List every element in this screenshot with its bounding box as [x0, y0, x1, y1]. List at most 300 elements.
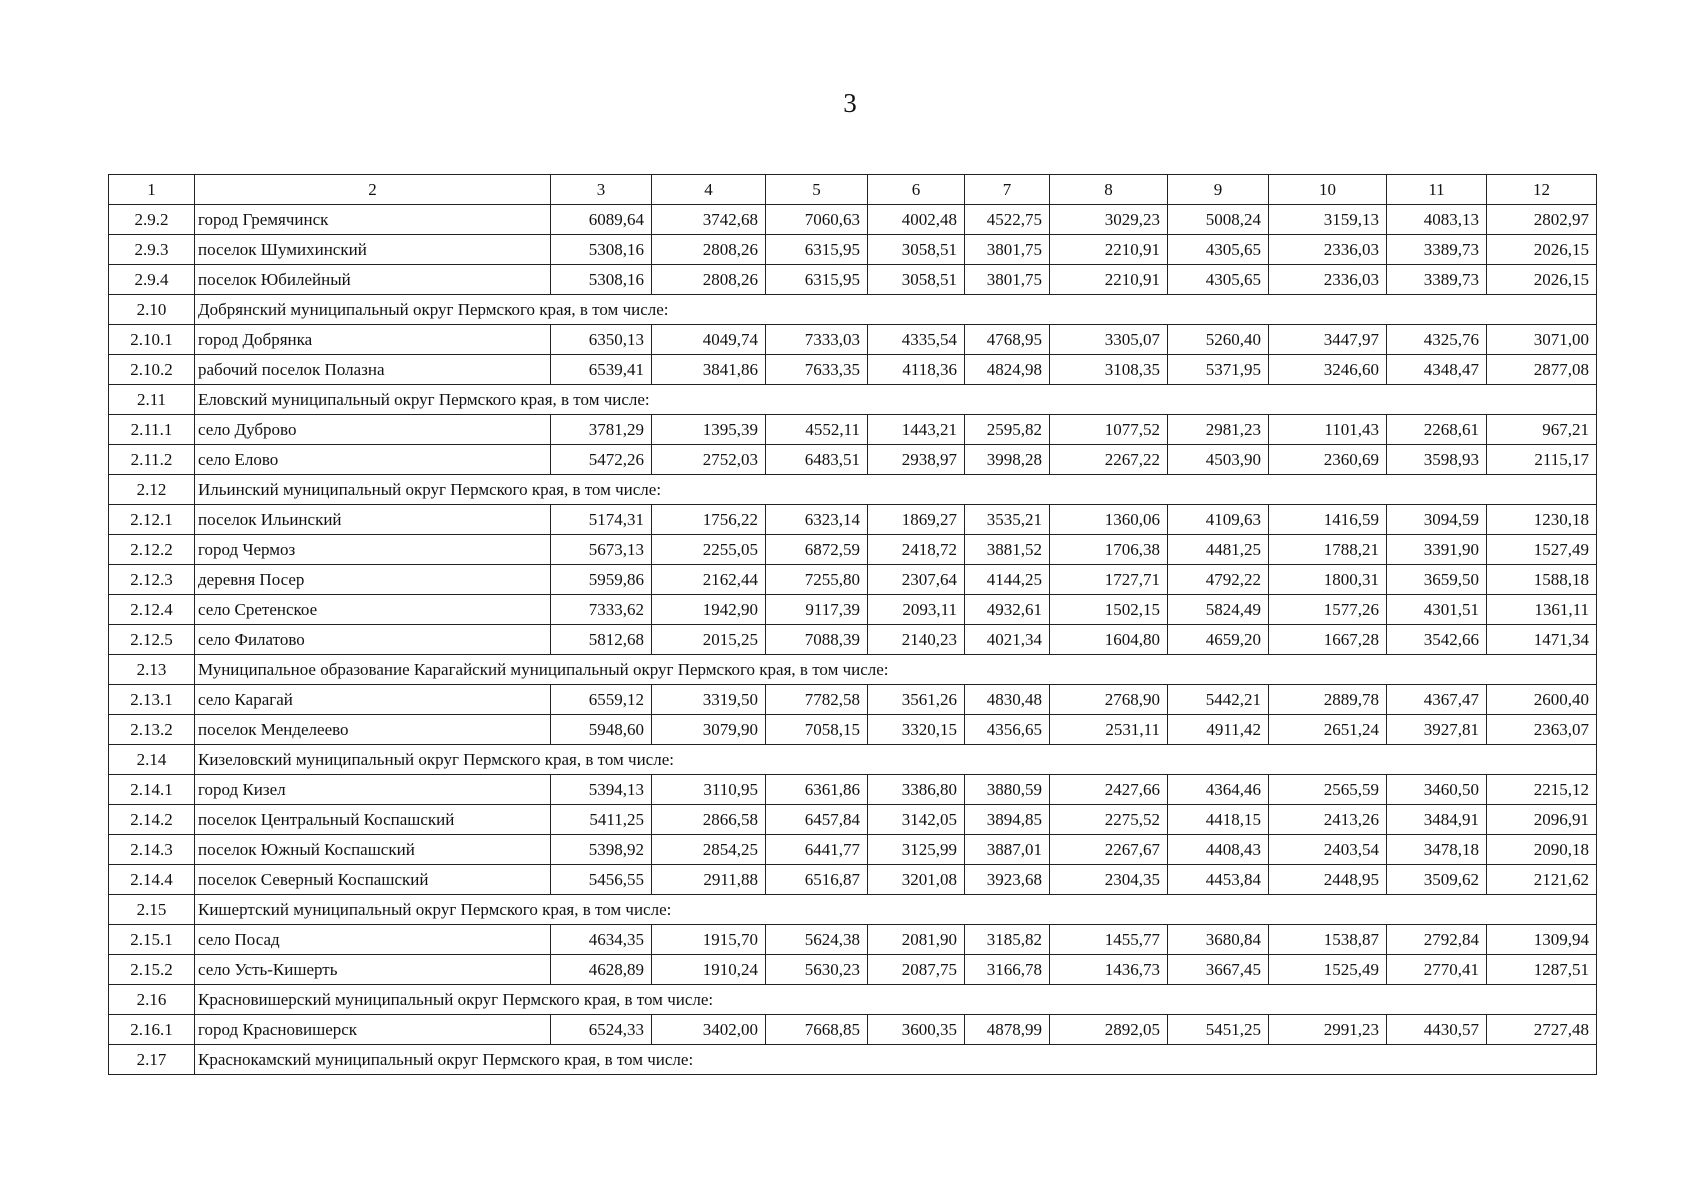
tariff-table [108, 174, 1597, 1075]
settlement-name: город Чермоз [195, 535, 551, 565]
value-cell: 2727,48 [1487, 1015, 1597, 1045]
value-cell: 2267,67 [1050, 835, 1168, 865]
row-code: 2.11.1 [109, 415, 195, 445]
value-cell: 3542,66 [1387, 625, 1487, 655]
table-row [109, 955, 1597, 985]
value-cell: 3029,23 [1050, 205, 1168, 235]
value-cell: 2600,40 [1487, 685, 1597, 715]
value-cell: 3600,35 [868, 1015, 965, 1045]
value-cell: 2889,78 [1269, 685, 1387, 715]
value-cell: 5812,68 [551, 625, 652, 655]
value-cell: 5630,23 [766, 955, 868, 985]
value-cell: 1910,24 [652, 955, 766, 985]
value-cell: 2026,15 [1487, 235, 1597, 265]
value-cell: 1101,43 [1269, 415, 1387, 445]
settlement-name: деревня Посер [195, 565, 551, 595]
value-cell: 3402,00 [652, 1015, 766, 1045]
value-cell: 6516,87 [766, 865, 868, 895]
header-row [109, 175, 1597, 205]
value-cell: 7633,35 [766, 355, 868, 385]
value-cell: 3598,93 [1387, 445, 1487, 475]
value-cell: 2026,15 [1487, 265, 1597, 295]
value-cell: 2115,17 [1487, 445, 1597, 475]
settlement-name: город Кизел [195, 775, 551, 805]
row-code: 2.12.4 [109, 595, 195, 625]
settlement-name: рабочий поселок Полазна [195, 355, 551, 385]
settlement-name: поселок Северный Коспашский [195, 865, 551, 895]
value-cell: 2854,25 [652, 835, 766, 865]
value-cell: 4364,46 [1168, 775, 1269, 805]
value-cell: 4824,98 [965, 355, 1050, 385]
section-title: Еловский муниципальный округ Пермского края, в том числе: [195, 385, 1597, 415]
value-cell: 6441,77 [766, 835, 868, 865]
value-cell: 7333,03 [766, 325, 868, 355]
header-cell: 5 [766, 175, 868, 205]
value-cell: 6539,41 [551, 355, 652, 385]
value-cell: 1527,49 [1487, 535, 1597, 565]
section-row [109, 895, 1597, 925]
value-cell: 7058,15 [766, 715, 868, 745]
value-cell: 2307,64 [868, 565, 965, 595]
value-cell: 2892,05 [1050, 1015, 1168, 1045]
value-cell: 1800,31 [1269, 565, 1387, 595]
value-cell: 3159,13 [1269, 205, 1387, 235]
value-cell: 2336,03 [1269, 265, 1387, 295]
value-cell: 4552,11 [766, 415, 868, 445]
value-cell: 5398,92 [551, 835, 652, 865]
settlement-name: поселок Менделеево [195, 715, 551, 745]
value-cell: 4109,63 [1168, 505, 1269, 535]
value-cell: 1756,22 [652, 505, 766, 535]
row-code: 2.9.2 [109, 205, 195, 235]
row-code: 2.14 [109, 745, 195, 775]
value-cell: 6524,33 [551, 1015, 652, 1045]
value-cell: 2808,26 [652, 265, 766, 295]
value-cell: 4356,65 [965, 715, 1050, 745]
value-cell: 5442,21 [1168, 685, 1269, 715]
table-row [109, 445, 1597, 475]
value-cell: 3887,01 [965, 835, 1050, 865]
row-code: 2.13.1 [109, 685, 195, 715]
value-cell: 1727,71 [1050, 565, 1168, 595]
table-row [109, 1015, 1597, 1045]
value-cell: 5174,31 [551, 505, 652, 535]
value-cell: 6361,86 [766, 775, 868, 805]
table-row [109, 625, 1597, 655]
value-cell: 6323,14 [766, 505, 868, 535]
value-cell: 4325,76 [1387, 325, 1487, 355]
value-cell: 2981,23 [1168, 415, 1269, 445]
value-cell: 3142,05 [868, 805, 965, 835]
value-cell: 6089,64 [551, 205, 652, 235]
value-cell: 3894,85 [965, 805, 1050, 835]
value-cell: 2565,59 [1269, 775, 1387, 805]
value-cell: 3185,82 [965, 925, 1050, 955]
value-cell: 6457,84 [766, 805, 868, 835]
value-cell: 4878,99 [965, 1015, 1050, 1045]
value-cell: 1395,39 [652, 415, 766, 445]
value-cell: 4768,95 [965, 325, 1050, 355]
value-cell: 2210,91 [1050, 265, 1168, 295]
table-row [109, 775, 1597, 805]
value-cell: 2081,90 [868, 925, 965, 955]
value-cell: 1230,18 [1487, 505, 1597, 535]
value-cell: 2752,03 [652, 445, 766, 475]
value-cell: 2808,26 [652, 235, 766, 265]
table-row [109, 685, 1597, 715]
value-cell: 4335,54 [868, 325, 965, 355]
value-cell: 1706,38 [1050, 535, 1168, 565]
value-cell: 4481,25 [1168, 535, 1269, 565]
value-cell: 3079,90 [652, 715, 766, 745]
value-cell: 4418,15 [1168, 805, 1269, 835]
value-cell: 3841,86 [652, 355, 766, 385]
value-cell: 3094,59 [1387, 505, 1487, 535]
value-cell: 3319,50 [652, 685, 766, 715]
settlement-name: село Сретенское [195, 595, 551, 625]
section-row [109, 745, 1597, 775]
value-cell: 2651,24 [1269, 715, 1387, 745]
value-cell: 2770,41 [1387, 955, 1487, 985]
value-cell: 2991,23 [1269, 1015, 1387, 1045]
value-cell: 3998,28 [965, 445, 1050, 475]
value-cell: 4021,34 [965, 625, 1050, 655]
header-cell: 1 [109, 175, 195, 205]
value-cell: 3391,90 [1387, 535, 1487, 565]
value-cell: 2087,75 [868, 955, 965, 985]
value-cell: 3742,68 [652, 205, 766, 235]
row-code: 2.17 [109, 1045, 195, 1075]
value-cell: 3166,78 [965, 955, 1050, 985]
section-title: Ильинский муниципальный округ Пермского края, в том числе: [195, 475, 1597, 505]
table-body [109, 175, 1597, 1075]
value-cell: 3781,29 [551, 415, 652, 445]
table-row [109, 715, 1597, 745]
value-cell: 2096,91 [1487, 805, 1597, 835]
settlement-name: село Филатово [195, 625, 551, 655]
value-cell: 3881,52 [965, 535, 1050, 565]
header-cell: 8 [1050, 175, 1168, 205]
value-cell: 2595,82 [965, 415, 1050, 445]
header-cell: 2 [195, 175, 551, 205]
value-cell: 5959,86 [551, 565, 652, 595]
value-cell: 2255,05 [652, 535, 766, 565]
settlement-name: поселок Южный Коспашский [195, 835, 551, 865]
value-cell: 6559,12 [551, 685, 652, 715]
value-cell: 4634,35 [551, 925, 652, 955]
value-cell: 3561,26 [868, 685, 965, 715]
value-cell: 7333,62 [551, 595, 652, 625]
section-row [109, 295, 1597, 325]
value-cell: 4305,65 [1168, 265, 1269, 295]
row-code: 2.9.3 [109, 235, 195, 265]
value-cell: 1455,77 [1050, 925, 1168, 955]
row-code: 2.11 [109, 385, 195, 415]
value-cell: 2090,18 [1487, 835, 1597, 865]
value-cell: 3680,84 [1168, 925, 1269, 955]
value-cell: 5308,16 [551, 235, 652, 265]
value-cell: 2275,52 [1050, 805, 1168, 835]
page-number: 3 [843, 88, 857, 118]
row-code: 2.13 [109, 655, 195, 685]
value-cell: 2268,61 [1387, 415, 1487, 445]
value-cell: 5456,55 [551, 865, 652, 895]
value-cell: 3478,18 [1387, 835, 1487, 865]
table-row [109, 205, 1597, 235]
value-cell: 3125,99 [868, 835, 965, 865]
value-cell: 1502,15 [1050, 595, 1168, 625]
value-cell: 7060,63 [766, 205, 868, 235]
section-title: Краснокамский муниципальный округ Пермского края, в том числе: [195, 1045, 1597, 1075]
value-cell: 3108,35 [1050, 355, 1168, 385]
value-cell: 5472,26 [551, 445, 652, 475]
value-cell: 5411,25 [551, 805, 652, 835]
value-cell: 2911,88 [652, 865, 766, 895]
table-row [109, 355, 1597, 385]
value-cell: 3801,75 [965, 265, 1050, 295]
value-cell: 3246,60 [1269, 355, 1387, 385]
row-code: 2.12.1 [109, 505, 195, 535]
header-cell: 10 [1269, 175, 1387, 205]
value-cell: 2768,90 [1050, 685, 1168, 715]
value-cell: 6872,59 [766, 535, 868, 565]
value-cell: 3071,00 [1487, 325, 1597, 355]
table-row [109, 325, 1597, 355]
settlement-name: село Посад [195, 925, 551, 955]
header-cell: 6 [868, 175, 965, 205]
value-cell: 4305,65 [1168, 235, 1269, 265]
value-cell: 7088,39 [766, 625, 868, 655]
value-cell: 4932,61 [965, 595, 1050, 625]
value-cell: 4118,36 [868, 355, 965, 385]
value-cell: 4083,13 [1387, 205, 1487, 235]
section-title: Красновишерский муниципальный округ Пермского края, в том числе: [195, 985, 1597, 1015]
header-cell: 3 [551, 175, 652, 205]
row-code: 2.14.2 [109, 805, 195, 835]
value-cell: 6483,51 [766, 445, 868, 475]
row-code: 2.13.2 [109, 715, 195, 745]
table-row [109, 595, 1597, 625]
table-row [109, 535, 1597, 565]
value-cell: 4792,22 [1168, 565, 1269, 595]
value-cell: 2121,62 [1487, 865, 1597, 895]
section-title: Муниципальное образование Карагайский муниципальный округ Пермского края, в том числе: [195, 655, 1597, 685]
row-code: 2.14.1 [109, 775, 195, 805]
settlement-name: село Елово [195, 445, 551, 475]
value-cell: 5824,49 [1168, 595, 1269, 625]
value-cell: 3058,51 [868, 235, 965, 265]
row-code: 2.9.4 [109, 265, 195, 295]
settlement-name: поселок Юбилейный [195, 265, 551, 295]
value-cell: 2866,58 [652, 805, 766, 835]
value-cell: 4522,75 [965, 205, 1050, 235]
value-cell: 2210,91 [1050, 235, 1168, 265]
value-cell: 3110,95 [652, 775, 766, 805]
value-cell: 6315,95 [766, 265, 868, 295]
header-cell: 12 [1487, 175, 1597, 205]
value-cell: 5260,40 [1168, 325, 1269, 355]
value-cell: 2140,23 [868, 625, 965, 655]
settlement-name: село Карагай [195, 685, 551, 715]
value-cell: 1604,80 [1050, 625, 1168, 655]
table-row [109, 505, 1597, 535]
settlement-name: село Усть-Кишерть [195, 955, 551, 985]
value-cell: 967,21 [1487, 415, 1597, 445]
value-cell: 3389,73 [1387, 235, 1487, 265]
settlement-name: город Гремячинск [195, 205, 551, 235]
value-cell: 3386,80 [868, 775, 965, 805]
value-cell: 1436,73 [1050, 955, 1168, 985]
value-cell: 1077,52 [1050, 415, 1168, 445]
table-row [109, 265, 1597, 295]
value-cell: 3509,62 [1387, 865, 1487, 895]
value-cell: 4348,47 [1387, 355, 1487, 385]
row-code: 2.15.2 [109, 955, 195, 985]
table-row [109, 835, 1597, 865]
row-code: 2.14.3 [109, 835, 195, 865]
section-row [109, 985, 1597, 1015]
value-cell: 2531,11 [1050, 715, 1168, 745]
value-cell: 4049,74 [652, 325, 766, 355]
value-cell: 2015,25 [652, 625, 766, 655]
value-cell: 2413,26 [1269, 805, 1387, 835]
value-cell: 3880,59 [965, 775, 1050, 805]
value-cell: 2427,66 [1050, 775, 1168, 805]
settlement-name: город Добрянка [195, 325, 551, 355]
value-cell: 1788,21 [1269, 535, 1387, 565]
value-cell: 3659,50 [1387, 565, 1487, 595]
value-cell: 2877,08 [1487, 355, 1597, 385]
value-cell: 3927,81 [1387, 715, 1487, 745]
value-cell: 3320,15 [868, 715, 965, 745]
header-cell: 9 [1168, 175, 1269, 205]
section-row [109, 1045, 1597, 1075]
table-row [109, 565, 1597, 595]
settlement-name: поселок Шумихинский [195, 235, 551, 265]
value-cell: 1538,87 [1269, 925, 1387, 955]
value-cell: 1360,06 [1050, 505, 1168, 535]
value-cell: 5308,16 [551, 265, 652, 295]
value-cell: 3305,07 [1050, 325, 1168, 355]
value-cell: 6350,13 [551, 325, 652, 355]
value-cell: 1443,21 [868, 415, 965, 445]
table-row [109, 805, 1597, 835]
value-cell: 3484,91 [1387, 805, 1487, 835]
value-cell: 1915,70 [652, 925, 766, 955]
value-cell: 3389,73 [1387, 265, 1487, 295]
value-cell: 4911,42 [1168, 715, 1269, 745]
value-cell: 5673,13 [551, 535, 652, 565]
settlement-name: поселок Ильинский [195, 505, 551, 535]
value-cell: 1667,28 [1269, 625, 1387, 655]
value-cell: 4503,90 [1168, 445, 1269, 475]
value-cell: 2267,22 [1050, 445, 1168, 475]
row-code: 2.10 [109, 295, 195, 325]
value-cell: 7668,85 [766, 1015, 868, 1045]
row-code: 2.12 [109, 475, 195, 505]
value-cell: 3923,68 [965, 865, 1050, 895]
value-cell: 5624,38 [766, 925, 868, 955]
value-cell: 4367,47 [1387, 685, 1487, 715]
table-row [109, 415, 1597, 445]
value-cell: 2336,03 [1269, 235, 1387, 265]
value-cell: 2360,69 [1269, 445, 1387, 475]
value-cell: 1361,11 [1487, 595, 1597, 625]
row-code: 2.10.2 [109, 355, 195, 385]
value-cell: 5008,24 [1168, 205, 1269, 235]
value-cell: 4301,51 [1387, 595, 1487, 625]
row-code: 2.16 [109, 985, 195, 1015]
value-cell: 4453,84 [1168, 865, 1269, 895]
settlement-name: поселок Центральный Коспашский [195, 805, 551, 835]
settlement-name: город Красновишерск [195, 1015, 551, 1045]
section-row [109, 385, 1597, 415]
value-cell: 2418,72 [868, 535, 965, 565]
value-cell: 2093,11 [868, 595, 965, 625]
value-cell: 4144,25 [965, 565, 1050, 595]
row-code: 2.12.5 [109, 625, 195, 655]
value-cell: 9117,39 [766, 595, 868, 625]
value-cell: 3667,45 [1168, 955, 1269, 985]
value-cell: 3460,50 [1387, 775, 1487, 805]
row-code: 2.11.2 [109, 445, 195, 475]
value-cell: 6315,95 [766, 235, 868, 265]
value-cell: 3801,75 [965, 235, 1050, 265]
value-cell: 7255,80 [766, 565, 868, 595]
tariff-table-container [108, 174, 1597, 1075]
value-cell: 2363,07 [1487, 715, 1597, 745]
header-cell: 11 [1387, 175, 1487, 205]
value-cell: 4628,89 [551, 955, 652, 985]
row-code: 2.15.1 [109, 925, 195, 955]
table-row [109, 235, 1597, 265]
value-cell: 3447,97 [1269, 325, 1387, 355]
header-cell: 4 [652, 175, 766, 205]
value-cell: 1309,94 [1487, 925, 1597, 955]
value-cell: 4430,57 [1387, 1015, 1487, 1045]
row-code: 2.12.2 [109, 535, 195, 565]
section-title: Добрянский муниципальный округ Пермского края, в том числе: [195, 295, 1597, 325]
value-cell: 1942,90 [652, 595, 766, 625]
value-cell: 3058,51 [868, 265, 965, 295]
value-cell: 4830,48 [965, 685, 1050, 715]
value-cell: 1525,49 [1269, 955, 1387, 985]
value-cell: 5394,13 [551, 775, 652, 805]
value-cell: 2215,12 [1487, 775, 1597, 805]
value-cell: 2304,35 [1050, 865, 1168, 895]
value-cell: 2448,95 [1269, 865, 1387, 895]
section-title: Кизеловский муниципальный округ Пермского края, в том числе: [195, 745, 1597, 775]
value-cell: 4659,20 [1168, 625, 1269, 655]
value-cell: 2938,97 [868, 445, 965, 475]
value-cell: 5948,60 [551, 715, 652, 745]
value-cell: 3535,21 [965, 505, 1050, 535]
value-cell: 1588,18 [1487, 565, 1597, 595]
value-cell: 1287,51 [1487, 955, 1597, 985]
value-cell: 1416,59 [1269, 505, 1387, 535]
value-cell: 2162,44 [652, 565, 766, 595]
section-row [109, 655, 1597, 685]
row-code: 2.14.4 [109, 865, 195, 895]
value-cell: 4408,43 [1168, 835, 1269, 865]
settlement-name: село Дуброво [195, 415, 551, 445]
row-code: 2.12.3 [109, 565, 195, 595]
value-cell: 5371,95 [1168, 355, 1269, 385]
value-cell: 1577,26 [1269, 595, 1387, 625]
value-cell: 2792,84 [1387, 925, 1487, 955]
value-cell: 1471,34 [1487, 625, 1597, 655]
row-code: 2.15 [109, 895, 195, 925]
